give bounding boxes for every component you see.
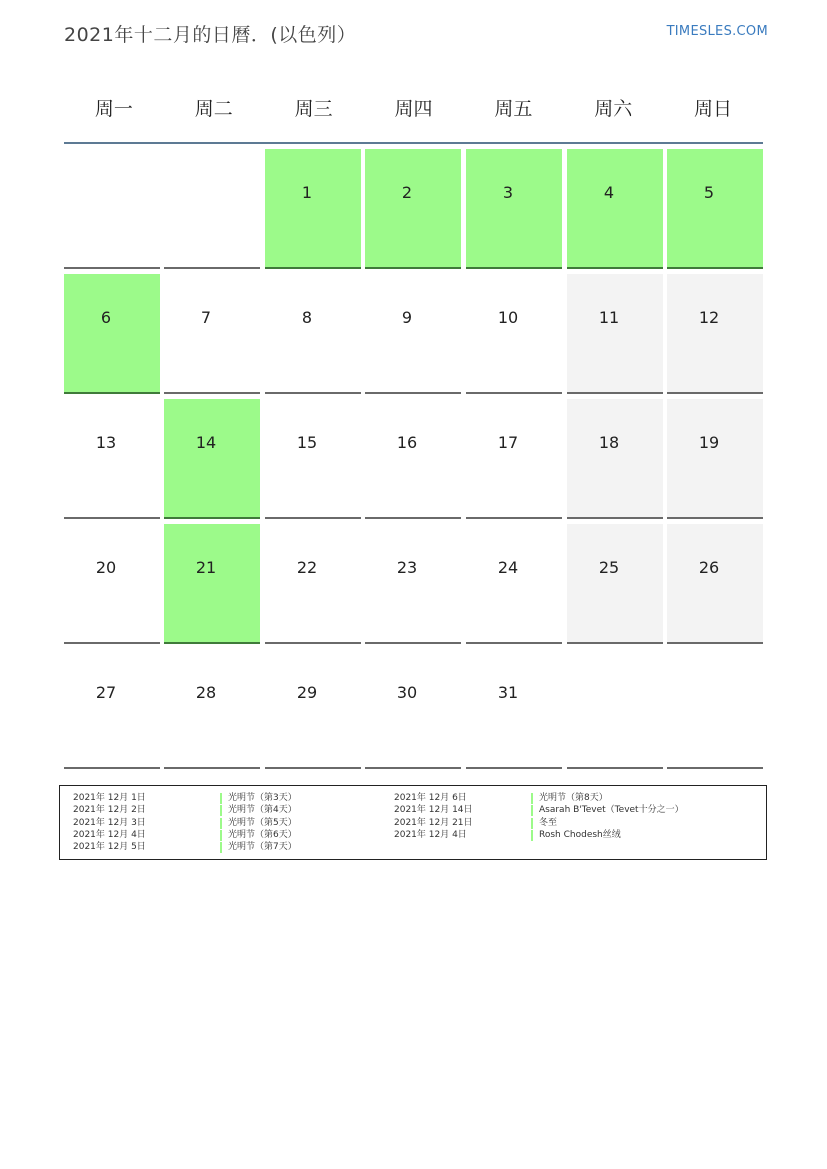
day-cell[interactable] [365, 274, 461, 394]
legend-holiday-name: 光明节（第3天） [228, 793, 297, 803]
legend-date: 2021年 12月 4日 [73, 829, 146, 840]
day-number: 22 [296, 558, 318, 577]
day-number: 30 [396, 683, 418, 702]
day-cell[interactable] [667, 274, 763, 394]
empty-day-cell [164, 149, 260, 269]
day-number: 19 [698, 433, 720, 452]
day-cell[interactable] [64, 649, 160, 769]
legend-color-marker [220, 830, 222, 841]
day-number: 29 [296, 683, 318, 702]
legend-color-marker [220, 818, 222, 829]
day-number: 16 [396, 433, 418, 452]
legend-color-marker [531, 830, 533, 841]
day-cell[interactable] [365, 149, 461, 269]
weekday-label: 周五 [494, 97, 533, 120]
day-cell[interactable] [265, 524, 361, 644]
legend-date: 2021年 12月 14日 [394, 805, 473, 816]
legend-date: 2021年 12月 2日 [73, 805, 146, 816]
weekday-label: 周一 [94, 97, 133, 120]
header-divider [64, 142, 763, 144]
day-cell[interactable] [265, 149, 361, 269]
legend-holiday-name: 光明节（第6天） [228, 829, 297, 840]
legend-holiday-name: Rosh Chodesh丝绒 [539, 829, 621, 840]
legend-color-marker [220, 805, 222, 816]
day-number: 2 [401, 183, 413, 202]
empty-day-cell [64, 149, 160, 269]
legend-holiday-name: 光明节（第4天） [228, 805, 297, 816]
day-number: 8 [301, 308, 313, 327]
day-cell[interactable] [667, 149, 763, 269]
day-number: 21 [195, 558, 217, 577]
day-cell[interactable] [365, 399, 461, 519]
legend-date: 2021年 12月 21日 [394, 817, 473, 828]
day-number: 18 [598, 433, 620, 452]
weekday-label: 周六 [594, 97, 633, 120]
day-cell[interactable] [567, 274, 663, 394]
day-cell[interactable] [64, 274, 160, 394]
day-number: 4 [603, 183, 615, 202]
day-cell[interactable] [265, 649, 361, 769]
holiday-legend [59, 785, 767, 860]
weekday-label: 周四 [394, 97, 433, 120]
day-cell[interactable] [265, 399, 361, 519]
day-cell[interactable] [466, 524, 562, 644]
legend-date: 2021年 12月 4日 [394, 829, 467, 840]
day-number: 24 [497, 558, 519, 577]
legend-holiday-name: 光明节（第7天） [228, 842, 297, 853]
day-number: 17 [497, 433, 519, 452]
day-cell[interactable] [64, 399, 160, 519]
legend-holiday-name: 光明节（第8天） [539, 793, 608, 803]
day-cell[interactable] [567, 399, 663, 519]
day-cell[interactable] [466, 649, 562, 769]
day-cell[interactable] [567, 149, 663, 269]
day-number: 12 [698, 308, 720, 327]
legend-color-marker [220, 842, 222, 853]
day-cell[interactable] [667, 524, 763, 644]
page-title: 2021年十二月的日曆．(以色列） [64, 24, 357, 46]
day-cell[interactable] [466, 274, 562, 394]
weekday-header-row [64, 72, 763, 142]
day-cell[interactable] [164, 274, 260, 394]
day-number: 11 [598, 308, 620, 327]
legend-holiday-name: 光明节（第5天） [228, 817, 297, 828]
day-number: 14 [195, 433, 217, 452]
legend-holiday-name: 冬至 [539, 817, 558, 828]
legend-date: 2021年 12月 5日 [73, 842, 146, 853]
day-number: 1 [301, 183, 313, 202]
day-cell[interactable] [567, 524, 663, 644]
day-cell[interactable] [667, 399, 763, 519]
legend-color-marker [531, 793, 533, 804]
day-cell[interactable] [265, 274, 361, 394]
day-number: 15 [296, 433, 318, 452]
day-cell[interactable] [466, 399, 562, 519]
day-cell[interactable] [365, 649, 461, 769]
weekday-label: 周二 [194, 97, 233, 120]
day-cell[interactable] [164, 399, 260, 519]
day-number: 31 [497, 683, 519, 702]
day-cell[interactable] [466, 149, 562, 269]
day-number: 5 [703, 183, 715, 202]
legend-color-marker [531, 818, 533, 829]
empty-day-cell [667, 649, 763, 769]
legend-date: 2021年 12月 6日 [394, 793, 467, 803]
legend-color-marker [220, 793, 222, 804]
legend-color-marker [531, 805, 533, 816]
day-number: 28 [195, 683, 217, 702]
weekday-label: 周三 [294, 97, 333, 120]
day-number: 23 [396, 558, 418, 577]
day-cell[interactable] [64, 524, 160, 644]
day-number: 3 [502, 183, 514, 202]
day-number: 7 [200, 308, 212, 327]
day-number: 9 [401, 308, 413, 327]
day-number: 6 [100, 308, 112, 327]
day-number: 20 [95, 558, 117, 577]
brand-logo-text[interactable]: TIMESLES.COM [666, 24, 768, 39]
day-number: 27 [95, 683, 117, 702]
day-number: 13 [95, 433, 117, 452]
empty-day-cell [567, 649, 663, 769]
day-cell[interactable] [365, 524, 461, 644]
legend-date: 2021年 12月 3日 [73, 817, 146, 828]
day-cell[interactable] [164, 649, 260, 769]
day-cell[interactable] [164, 524, 260, 644]
day-number: 10 [497, 308, 519, 327]
day-number: 25 [598, 558, 620, 577]
weekday-label: 周日 [694, 97, 733, 120]
legend-date: 2021年 12月 1日 [73, 793, 146, 803]
legend-holiday-name: Asarah B'Tevet（Tevet十分之一） [539, 805, 684, 816]
day-number: 26 [698, 558, 720, 577]
